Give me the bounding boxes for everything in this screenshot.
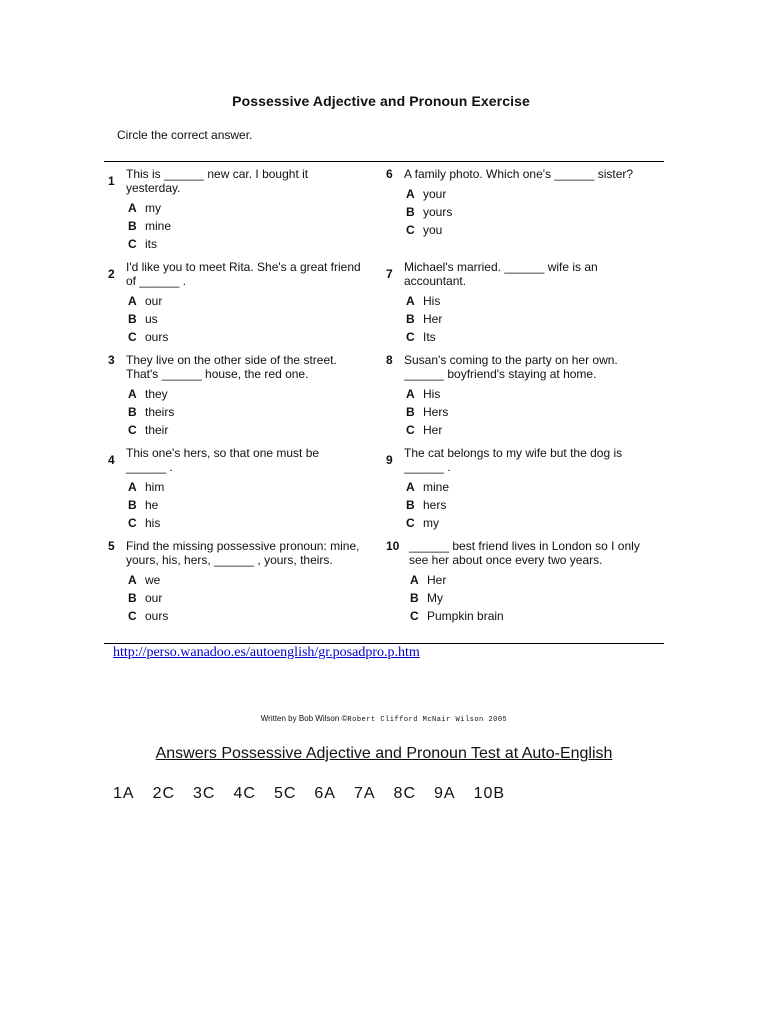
question-stem: This one's hers, so that one must be ______ .	[126, 446, 320, 474]
option-letter: B	[406, 205, 415, 219]
option-c[interactable]	[128, 328, 378, 346]
option-letter: C	[406, 330, 415, 344]
options-list	[128, 199, 378, 253]
question-5	[108, 534, 378, 640]
option-a[interactable]	[406, 385, 656, 403]
option-b[interactable]	[128, 496, 378, 514]
option-b[interactable]	[128, 589, 378, 607]
question-number: 3	[108, 353, 115, 367]
answers-title: Answers Possessive Adjective and Pronoun Test at Auto-English	[155, 745, 613, 762]
question-number: 4	[108, 453, 115, 467]
question-10	[386, 534, 656, 640]
option-text: ours	[145, 330, 169, 344]
option-c[interactable]	[128, 607, 378, 625]
options-list	[128, 571, 378, 625]
question-number: 7	[386, 267, 393, 281]
instruction-text: Circle the correct answer.	[117, 128, 253, 142]
option-letter: A	[406, 387, 415, 401]
options-list	[128, 292, 378, 346]
question-stem: Michael's married. ______ wife is an accountant.	[404, 260, 598, 288]
option-text: yours	[423, 205, 453, 219]
option-text: our	[145, 591, 163, 605]
option-letter: A	[406, 294, 415, 308]
credit-line	[0, 714, 768, 724]
answer-item: 6A	[314, 785, 336, 802]
option-text: my	[423, 516, 439, 530]
options-list	[406, 185, 656, 239]
option-c[interactable]	[406, 421, 656, 439]
question-stem: The cat belongs to my wife but the dog is ______ .	[404, 446, 623, 474]
option-b[interactable]	[406, 310, 656, 328]
option-letter: B	[410, 591, 419, 605]
option-text: mine	[145, 219, 172, 233]
option-text: ours	[145, 609, 169, 623]
bottom-divider	[104, 643, 664, 644]
question-number: 8	[386, 353, 393, 367]
option-a[interactable]	[128, 385, 378, 403]
option-a[interactable]	[406, 478, 656, 496]
option-text: him	[145, 480, 165, 494]
option-letter: C	[128, 516, 137, 530]
option-a[interactable]	[128, 199, 378, 217]
answer-item: 9A	[434, 785, 456, 802]
option-text: His	[423, 294, 441, 308]
option-letter: C	[128, 237, 137, 251]
option-a[interactable]	[128, 571, 378, 589]
option-letter: B	[406, 405, 415, 419]
question-stem: This is ______ new car. I bought it yesterday.	[126, 167, 309, 195]
option-text: hers	[423, 498, 447, 512]
option-letter: C	[128, 423, 137, 437]
question-stem: They live on the other side of the street. That's ______ house, the red one.	[126, 353, 337, 381]
option-letter: A	[128, 480, 137, 494]
option-b[interactable]	[128, 217, 378, 235]
answer-item: 10B	[473, 785, 506, 802]
option-letter: B	[406, 312, 415, 326]
option-text: you	[423, 223, 443, 237]
option-text: Her	[423, 312, 443, 326]
question-number: 9	[386, 453, 393, 467]
option-b[interactable]	[406, 203, 656, 221]
option-letter: A	[406, 480, 415, 494]
option-text: us	[145, 312, 158, 326]
option-letter: A	[128, 573, 137, 587]
question-2	[108, 255, 378, 348]
answer-item: 2C	[152, 785, 176, 802]
question-stem: I'd like you to meet Rita. She's a great friend of ______ .	[126, 260, 361, 288]
option-b[interactable]	[406, 403, 656, 421]
option-text: Her	[423, 423, 443, 437]
question-4	[108, 441, 378, 534]
question-stem: Find the missing possessive pronoun: mine, yours, his, hers, ______ , yours, theirs.	[126, 539, 360, 567]
option-b[interactable]	[128, 310, 378, 328]
option-letter: C	[410, 609, 419, 623]
option-c[interactable]	[406, 221, 656, 239]
option-letter: B	[128, 405, 137, 419]
option-c[interactable]	[406, 514, 656, 532]
answer-item: 3C	[193, 785, 216, 802]
options-list	[410, 571, 656, 625]
source-link[interactable]: http://perso.wanadoo.es/autoenglish/gr.posadpro.p.htm	[113, 645, 420, 660]
question-1	[108, 162, 378, 255]
option-a[interactable]	[128, 478, 378, 496]
credit-author: Written by Bob Wilson ©	[260, 714, 348, 723]
question-stem: A family photo. Which one's ______ sister?	[404, 167, 634, 181]
option-letter: B	[128, 312, 137, 326]
option-a[interactable]	[128, 292, 378, 310]
option-text: Its	[423, 330, 436, 344]
question-number: 5	[108, 539, 115, 553]
question-3	[108, 348, 378, 441]
option-text: Hers	[423, 405, 449, 419]
option-letter: C	[406, 423, 415, 437]
option-letter: A	[128, 201, 137, 215]
option-text: their	[145, 423, 169, 437]
page-title: Possessive Adjective and Pronoun Exercise	[232, 93, 530, 109]
option-text: he	[145, 498, 159, 512]
option-letter: C	[128, 330, 137, 344]
option-a[interactable]	[410, 571, 656, 589]
option-c[interactable]	[410, 607, 656, 625]
answer-item: 5C	[273, 785, 297, 802]
option-letter: C	[406, 516, 415, 530]
question-stem: ______ best friend lives in London so I only see her about once every two years.	[409, 539, 640, 567]
answer-item: 7A	[353, 785, 376, 802]
options-list	[406, 292, 656, 346]
question-9	[386, 441, 656, 534]
option-b[interactable]	[410, 589, 656, 607]
answer-item: 4C	[233, 785, 256, 802]
option-text: its	[145, 237, 157, 251]
option-letter: B	[406, 498, 415, 512]
option-text: we	[145, 573, 161, 587]
option-text: mine	[423, 480, 450, 494]
option-letter: B	[128, 219, 137, 233]
question-8	[386, 348, 656, 441]
option-text: His	[423, 387, 441, 401]
option-a[interactable]	[406, 185, 656, 203]
right-column	[386, 162, 656, 640]
option-c[interactable]	[128, 421, 378, 439]
option-letter: B	[128, 498, 137, 512]
option-text: theirs	[145, 405, 175, 419]
option-text: My	[427, 591, 443, 605]
question-number: 10	[386, 539, 400, 553]
answer-key	[113, 785, 523, 803]
answer-item: 1A	[113, 785, 135, 802]
option-c[interactable]	[128, 514, 378, 532]
question-7	[386, 255, 656, 348]
option-letter: A	[406, 187, 415, 201]
options-list	[406, 385, 656, 439]
option-text: my	[145, 201, 161, 215]
question-stem: Susan's coming to the party on her own. ______ boyfriend's staying at home.	[404, 353, 618, 381]
option-letter: B	[128, 591, 137, 605]
option-text: Her	[427, 573, 447, 587]
option-a[interactable]	[406, 292, 656, 310]
option-text: your	[423, 187, 447, 201]
question-6	[386, 162, 656, 255]
option-b[interactable]	[128, 403, 378, 421]
answer-item: 8C	[393, 785, 416, 802]
option-c[interactable]	[406, 328, 656, 346]
question-number: 1	[108, 174, 115, 188]
option-letter: A	[410, 573, 419, 587]
options-list	[128, 385, 378, 439]
option-letter: C	[406, 223, 415, 237]
options-list	[128, 478, 378, 532]
option-c[interactable]	[128, 235, 378, 253]
option-text: our	[145, 294, 163, 308]
option-letter: A	[128, 294, 137, 308]
option-letter: C	[128, 609, 137, 623]
left-column	[108, 162, 378, 640]
option-text: his	[145, 516, 161, 530]
question-number: 6	[386, 167, 393, 181]
option-text: Pumpkin brain	[427, 609, 504, 623]
option-b[interactable]	[406, 496, 656, 514]
question-number: 2	[108, 267, 115, 281]
option-letter: A	[128, 387, 137, 401]
options-list	[406, 478, 656, 532]
option-text: they	[145, 387, 168, 401]
credit-copyright: Robert Clifford McNair Wilson 2005	[347, 716, 508, 724]
